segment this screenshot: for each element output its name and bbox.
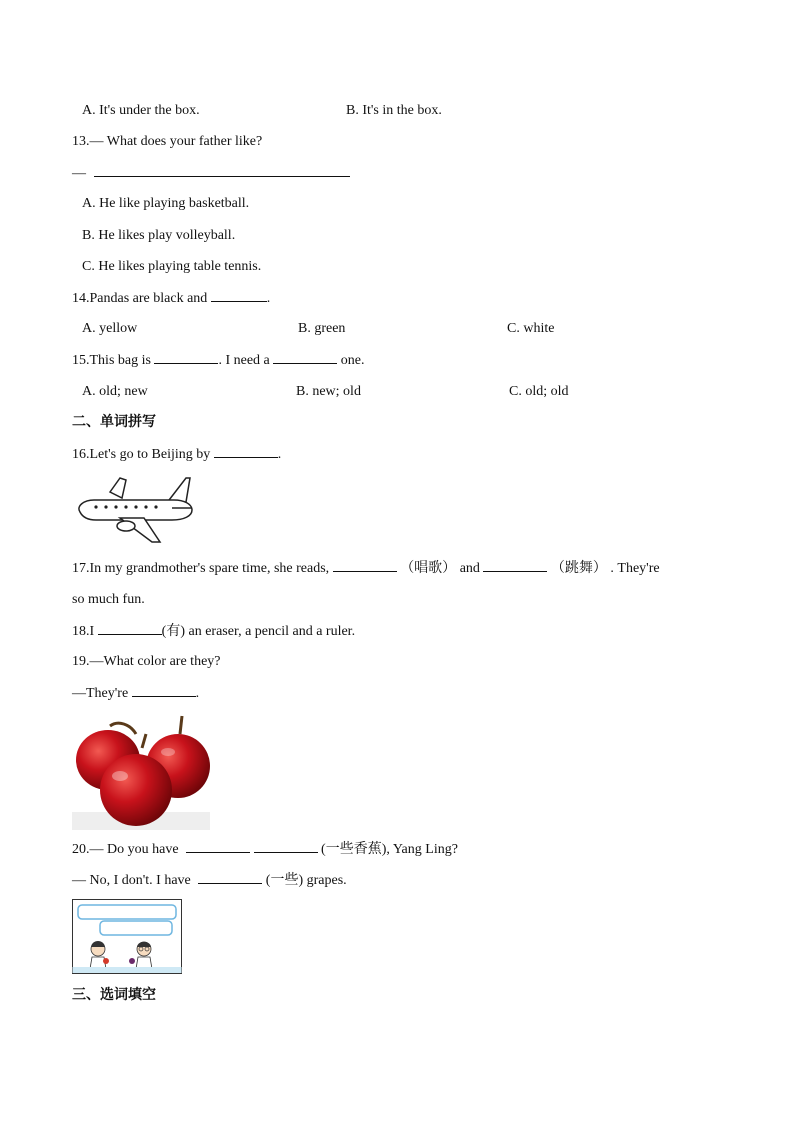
q17-blank-2[interactable] [483,559,547,572]
apples-image [72,712,210,830]
q16-text: 16.Let's go to Beijing by [72,447,211,462]
q15-option-b: B. new; old [296,384,361,399]
q14-text: 14.Pandas are black and [72,291,208,306]
q15-option-c: C. old; old [509,384,569,399]
q20-blank-2[interactable] [254,840,318,853]
q17-blank-1[interactable] [333,559,397,572]
q16-blank[interactable] [214,445,278,458]
q18-question [72,622,355,641]
children-dialog-image [72,899,182,974]
q20-blank-3[interactable] [198,871,262,884]
q20-answer-text: — No, I don't. I have [72,873,191,888]
section-heading-3: 三、选词填空 [72,987,156,1003]
q13-option-a: A. He like playing basketball. [82,196,250,211]
q15-blank-2[interactable] [273,351,337,364]
answer-blank[interactable] [94,164,350,177]
q17-question [72,559,660,578]
q19-answer-text: —They're [72,686,129,701]
q15-text-1: 15.This bag is [72,353,151,368]
q17-text: 17.In my grandmother's spare time, she reads, [72,561,330,576]
q14-option-b: B. green [298,321,346,336]
q20-question [72,840,458,859]
q17-line-2: so much fun. [72,592,145,607]
q20-answer-hint: (一些) grapes. [265,873,347,888]
q19-question: 19.—What color are they? [72,654,221,669]
q20-blank-1[interactable] [186,840,250,853]
q20-text: 20.— Do you have [72,842,179,857]
q20-answer [72,871,347,890]
q12-option-b: B. It's in the box. [346,103,442,118]
q17-text-end: . They're [610,561,660,576]
q13-option-b: B. He likes play volleyball. [82,228,236,243]
q19-answer [72,684,199,703]
q13-question: 13.— What does your father like? [72,134,263,149]
q13-answer-line [72,164,350,183]
q17-and: and [459,561,480,576]
q14-question [72,289,270,308]
q12-option-a: A. It's under the box. [82,103,200,118]
q14-option-c: C. white [507,321,555,336]
q18-blank[interactable] [98,622,162,635]
period: . [266,291,271,306]
q17-hint-sing: （唱歌） [400,561,457,576]
period: . [195,686,200,701]
section-heading-2: 二、单词拼写 [72,414,156,430]
q19-blank[interactable] [132,684,196,697]
q14-blank[interactable] [211,289,267,302]
q14-option-a: A. yellow [82,321,138,336]
dash: — [72,166,86,181]
q15-blank-1[interactable] [154,351,218,364]
q16-question [72,445,281,464]
q18-text: 18.I [72,624,95,639]
q15-text-2: . I need a [218,353,270,368]
q15-option-a: A. old; new [82,384,148,399]
q17-hint-dance: （跳舞） [550,561,607,576]
q18-text-end: an eraser, a pencil and a ruler. [188,624,356,639]
period: . [277,447,282,462]
airplane-image [74,474,196,546]
q13-option-c: C. He likes playing table tennis. [82,259,262,274]
q20-hint: (一些香蕉), Yang Ling? [321,842,458,857]
q18-hint: (有) [161,624,185,639]
q15-text-3: one. [340,353,365,368]
q15-question [72,351,364,370]
